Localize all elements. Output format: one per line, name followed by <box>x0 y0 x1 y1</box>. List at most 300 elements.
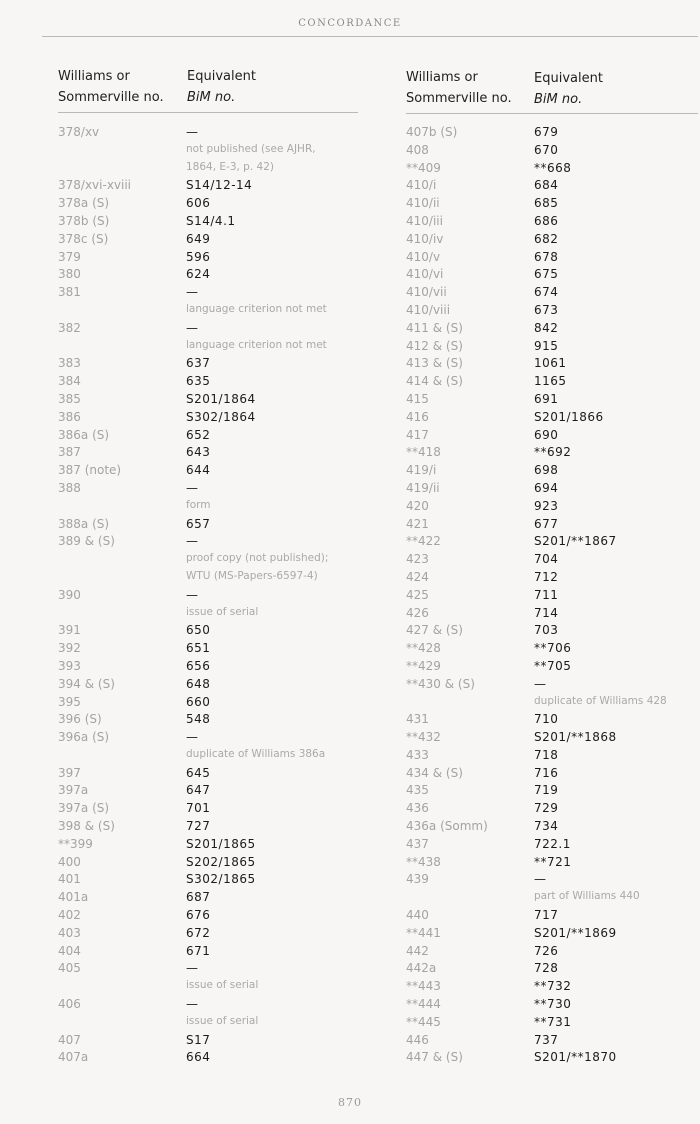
bim-number: 842 <box>534 320 559 335</box>
williams-number: 406 <box>58 997 81 1012</box>
right-head-williams-line1: Williams or <box>406 70 478 85</box>
bim-number: S201/1866 <box>534 409 604 424</box>
williams-number: 415 <box>406 391 429 406</box>
williams-number: 389 & (S) <box>58 534 115 549</box>
williams-number: **409 <box>406 160 441 175</box>
right-concordance-column <box>406 125 698 1068</box>
bim-number: 657 <box>186 516 211 531</box>
williams-number: 419/ii <box>406 480 440 495</box>
williams-number: 420 <box>406 498 429 513</box>
note-row <box>58 161 368 179</box>
table-row <box>406 410 698 428</box>
table-row <box>406 944 698 962</box>
williams-number: 401a <box>58 890 89 905</box>
table-row <box>406 677 698 695</box>
table-row <box>58 250 368 268</box>
williams-number: **418 <box>406 445 441 460</box>
table-row <box>58 783 368 801</box>
williams-number: 386a (S) <box>58 427 110 442</box>
note-row <box>58 1015 368 1033</box>
bim-number: **706 <box>534 641 572 656</box>
bim-number: — <box>186 997 199 1012</box>
table-row <box>58 1050 368 1068</box>
williams-number: 378/xvi-xviii <box>58 178 132 193</box>
bim-number: **731 <box>534 1014 572 1029</box>
table-row <box>406 855 698 873</box>
bim-number: — <box>186 320 199 335</box>
table-row <box>406 837 698 855</box>
bim-number: **692 <box>534 445 572 460</box>
williams-number: 437 <box>406 836 429 851</box>
williams-number: 385 <box>58 391 81 406</box>
table-row <box>406 979 698 997</box>
bim-number: — <box>186 480 199 495</box>
table-row <box>406 463 698 481</box>
table-row <box>406 250 698 268</box>
table-row <box>406 267 698 285</box>
bim-number: 729 <box>534 801 559 816</box>
right-head-bim-line1: Equivalent <box>534 71 603 86</box>
williams-number: 407b (S) <box>406 125 458 139</box>
note-text: issue of serial <box>186 605 259 618</box>
williams-number: 387 (note) <box>58 463 122 478</box>
note-text: duplicate of Williams 386a <box>186 747 326 760</box>
bim-number: 672 <box>186 925 211 940</box>
table-row <box>406 125 698 143</box>
bim-number: 728 <box>534 961 559 976</box>
table-row <box>58 659 368 677</box>
williams-number: 419/i <box>406 463 437 478</box>
bim-number: 722.1 <box>534 836 571 851</box>
williams-number: 391 <box>58 623 81 638</box>
williams-number: 384 <box>58 374 81 389</box>
table-row <box>406 445 698 463</box>
table-row <box>58 944 368 962</box>
bim-number: S14/4.1 <box>186 213 236 228</box>
williams-number: 397a <box>58 783 89 798</box>
bim-number: S201/**1868 <box>534 730 617 745</box>
table-row <box>58 926 368 944</box>
bim-number: — <box>186 125 199 139</box>
note-text: proof copy (not published); <box>186 552 329 565</box>
williams-number: 393 <box>58 658 81 673</box>
table-row <box>58 908 368 926</box>
table-row <box>406 392 698 410</box>
right-head-rule <box>406 113 698 114</box>
williams-number: 388 <box>58 480 81 495</box>
williams-number: 407a <box>58 1050 89 1065</box>
bim-number: 684 <box>534 178 559 193</box>
bim-number: 649 <box>186 231 211 246</box>
bim-number: 650 <box>186 623 211 638</box>
table-row <box>406 321 698 339</box>
table-row <box>58 819 368 837</box>
williams-number: 434 & (S) <box>406 765 463 780</box>
bim-number: 651 <box>186 641 211 656</box>
bim-number: — <box>186 730 199 745</box>
bim-number: 652 <box>186 427 211 442</box>
bim-number: 710 <box>534 712 559 727</box>
bim-number: **705 <box>534 658 572 673</box>
left-head-rule <box>58 112 358 113</box>
williams-number: 410/vi <box>406 267 444 282</box>
bim-number: **730 <box>534 997 572 1012</box>
right-col-head-williams <box>406 67 512 109</box>
note-text: issue of serial <box>186 979 259 992</box>
table-row <box>406 1015 698 1033</box>
table-row <box>406 143 698 161</box>
table-row <box>406 606 698 624</box>
williams-number: 410/iv <box>406 231 444 246</box>
table-row <box>58 267 368 285</box>
bim-number: 637 <box>186 356 211 371</box>
table-row <box>58 481 368 499</box>
williams-number: 407 <box>58 1032 81 1047</box>
williams-number: 396 (S) <box>58 712 102 727</box>
table-row <box>58 1033 368 1051</box>
right-head-williams-line2: Sommerville no. <box>406 91 512 106</box>
williams-number: 383 <box>58 356 81 371</box>
left-col-head-williams <box>58 66 164 108</box>
bim-number: 737 <box>534 1032 559 1047</box>
williams-number: 414 & (S) <box>406 374 463 389</box>
williams-number: 394 & (S) <box>58 676 115 691</box>
bim-number: 727 <box>186 819 211 834</box>
bim-number: S201/**1869 <box>534 925 617 940</box>
bim-number: 674 <box>534 285 559 300</box>
table-row <box>58 534 368 552</box>
bim-number: S201/1864 <box>186 391 256 406</box>
williams-number: 380 <box>58 267 81 282</box>
williams-number: 403 <box>58 925 81 940</box>
bim-number: 679 <box>534 125 559 139</box>
bim-number: 635 <box>186 374 211 389</box>
bim-number: 698 <box>534 463 559 478</box>
table-row <box>406 356 698 374</box>
table-row <box>58 178 368 196</box>
note-row <box>58 570 368 588</box>
bim-number: 673 <box>534 302 559 317</box>
table-row <box>406 161 698 179</box>
table-row <box>406 819 698 837</box>
note-text: WTU (MS-Papers-6597-4) <box>186 569 318 582</box>
bim-number: 671 <box>186 943 211 958</box>
note-text: language criterion not met <box>186 338 327 351</box>
williams-number: 408 <box>406 142 429 157</box>
note-row <box>58 143 368 161</box>
bim-number: S302/1865 <box>186 872 256 887</box>
page-number: 870 <box>338 1096 362 1109</box>
bim-number: 717 <box>534 908 559 923</box>
williams-number: 442 <box>406 943 429 958</box>
williams-number: **438 <box>406 854 441 869</box>
table-row <box>406 517 698 535</box>
table-row <box>58 232 368 250</box>
williams-number: 412 & (S) <box>406 338 463 353</box>
bim-number: 660 <box>186 694 211 709</box>
williams-number: 402 <box>58 908 81 923</box>
table-row <box>58 997 368 1015</box>
table-row <box>58 855 368 873</box>
bim-number: 664 <box>186 1050 211 1065</box>
table-row <box>406 801 698 819</box>
note-row <box>406 695 698 713</box>
williams-number: 405 <box>58 961 81 976</box>
williams-number: 400 <box>58 854 81 869</box>
williams-number: 382 <box>58 320 81 335</box>
williams-number: 442a <box>406 961 437 976</box>
table-row <box>406 534 698 552</box>
table-row <box>406 623 698 641</box>
note-row <box>58 303 368 321</box>
table-row <box>58 801 368 819</box>
williams-number: 427 & (S) <box>406 623 463 638</box>
table-row <box>58 445 368 463</box>
bim-number: 712 <box>534 569 559 584</box>
table-row <box>406 374 698 392</box>
table-row <box>58 125 368 143</box>
bim-number: **721 <box>534 854 572 869</box>
table-row <box>406 178 698 196</box>
williams-number: 378a (S) <box>58 196 110 211</box>
bim-number: 643 <box>186 445 211 460</box>
bim-number: 647 <box>186 783 211 798</box>
table-row <box>58 321 368 339</box>
table-row <box>406 303 698 321</box>
bim-number: 915 <box>534 338 559 353</box>
bim-number: S201/1865 <box>186 836 256 851</box>
table-row <box>406 872 698 890</box>
bim-number: 685 <box>534 196 559 211</box>
table-row <box>406 961 698 979</box>
williams-number: 423 <box>406 552 429 567</box>
bim-number: — <box>186 534 199 549</box>
williams-number: 410/iii <box>406 213 443 228</box>
table-row <box>406 748 698 766</box>
note-text: part of Williams 440 <box>534 890 640 903</box>
header-rule <box>42 36 698 37</box>
table-row <box>406 783 698 801</box>
table-row <box>58 766 368 784</box>
table-row <box>58 588 368 606</box>
table-row <box>406 997 698 1015</box>
williams-number: **432 <box>406 730 441 745</box>
note-text: duplicate of Williams 428 <box>534 694 667 707</box>
williams-number: 379 <box>58 249 81 264</box>
table-row <box>406 214 698 232</box>
bim-number: 714 <box>534 605 559 620</box>
table-row <box>406 232 698 250</box>
note-row <box>406 890 698 908</box>
left-col-head-bim <box>187 66 256 108</box>
note-text: 1864, E-3, p. 42) <box>186 160 274 173</box>
bim-number: 734 <box>534 819 559 834</box>
right-col-head-bim <box>534 68 603 110</box>
note-row <box>58 606 368 624</box>
table-row <box>406 552 698 570</box>
table-row <box>406 1033 698 1051</box>
left-head-bim-line2: BiM no. <box>187 90 236 105</box>
williams-number: 410/ii <box>406 196 440 211</box>
bim-number: 682 <box>534 231 559 246</box>
note-row <box>58 748 368 766</box>
williams-number: 396a (S) <box>58 730 110 745</box>
table-row <box>58 428 368 446</box>
table-row <box>406 570 698 588</box>
bim-number: S17 <box>186 1032 211 1047</box>
bim-number: 624 <box>186 267 211 282</box>
williams-number: 424 <box>406 569 429 584</box>
table-row <box>406 339 698 357</box>
bim-number: **732 <box>534 979 572 994</box>
table-row <box>58 196 368 214</box>
table-row <box>406 766 698 784</box>
bim-number: — <box>186 285 199 300</box>
table-row <box>58 410 368 428</box>
bim-number: 1165 <box>534 374 567 389</box>
table-row <box>406 285 698 303</box>
table-row <box>406 481 698 499</box>
table-row <box>58 695 368 713</box>
williams-number: 410/viii <box>406 302 451 317</box>
bim-number: 678 <box>534 249 559 264</box>
running-header: CONCORDANCE <box>298 18 402 29</box>
williams-number: 398 & (S) <box>58 819 115 834</box>
table-row <box>58 890 368 908</box>
williams-number: 426 <box>406 605 429 620</box>
table-row <box>58 961 368 979</box>
bim-number: 718 <box>534 747 559 762</box>
table-row <box>406 196 698 214</box>
table-row <box>58 214 368 232</box>
bim-number: 691 <box>534 391 559 406</box>
bim-number: — <box>534 676 547 691</box>
bim-number: 548 <box>186 712 211 727</box>
bim-number: 596 <box>186 249 211 264</box>
table-row <box>58 374 368 392</box>
williams-number: **399 <box>58 836 93 851</box>
williams-number: 401 <box>58 872 81 887</box>
williams-number: 395 <box>58 694 81 709</box>
bim-number: 677 <box>534 516 559 531</box>
williams-number: 425 <box>406 587 429 602</box>
williams-number: 397a (S) <box>58 801 110 816</box>
bim-number: 711 <box>534 587 559 602</box>
bim-number: 694 <box>534 480 559 495</box>
bim-number: 703 <box>534 623 559 638</box>
table-row <box>406 499 698 517</box>
bim-number: 606 <box>186 196 211 211</box>
table-row <box>58 712 368 730</box>
table-row <box>58 677 368 695</box>
williams-number: 410/i <box>406 178 437 193</box>
table-row <box>58 730 368 748</box>
bim-number: 716 <box>534 765 559 780</box>
williams-number: 436 <box>406 801 429 816</box>
williams-number: 381 <box>58 285 81 300</box>
bim-number: — <box>534 872 547 887</box>
williams-number: 392 <box>58 641 81 656</box>
williams-number: **422 <box>406 534 441 549</box>
williams-number: 413 & (S) <box>406 356 463 371</box>
bim-number: 670 <box>534 142 559 157</box>
williams-number: **441 <box>406 925 441 940</box>
bim-number: S14/12-14 <box>186 178 253 193</box>
williams-number: **443 <box>406 979 441 994</box>
table-row <box>58 463 368 481</box>
bim-number: 923 <box>534 498 559 513</box>
bim-number: S202/1865 <box>186 854 256 869</box>
bim-number: 648 <box>186 676 211 691</box>
williams-number: 446 <box>406 1032 429 1047</box>
note-row <box>58 979 368 997</box>
bim-number: 690 <box>534 427 559 442</box>
table-row <box>58 392 368 410</box>
left-head-williams-line2: Sommerville no. <box>58 90 164 105</box>
table-row <box>58 285 368 303</box>
bim-number: S201/**1870 <box>534 1050 617 1065</box>
table-row <box>58 356 368 374</box>
bim-number: 687 <box>186 890 211 905</box>
williams-number: 433 <box>406 747 429 762</box>
table-row <box>406 1050 698 1068</box>
table-row <box>58 623 368 641</box>
bim-number: 675 <box>534 267 559 282</box>
note-text: language criterion not met <box>186 302 327 315</box>
bim-number: 1061 <box>534 356 567 371</box>
table-row <box>406 908 698 926</box>
table-row <box>406 588 698 606</box>
table-row <box>58 872 368 890</box>
note-row <box>58 499 368 517</box>
bim-number: 644 <box>186 463 211 478</box>
williams-number: **429 <box>406 658 441 673</box>
bim-number: — <box>186 961 199 976</box>
williams-number: 410/vii <box>406 285 447 300</box>
note-text: not published (see AJHR, <box>186 142 316 155</box>
williams-number: 436a (Somm) <box>406 819 488 834</box>
williams-number: 447 & (S) <box>406 1050 463 1065</box>
bim-number: 726 <box>534 943 559 958</box>
table-row <box>406 730 698 748</box>
williams-number: 388a (S) <box>58 516 110 531</box>
williams-number: 435 <box>406 783 429 798</box>
table-row <box>406 926 698 944</box>
williams-number: 410/v <box>406 249 441 264</box>
williams-number: **445 <box>406 1014 441 1029</box>
williams-number: **444 <box>406 997 441 1012</box>
bim-number: S302/1864 <box>186 409 256 424</box>
left-head-williams-line1: Williams or <box>58 69 130 84</box>
williams-number: 421 <box>406 516 429 531</box>
williams-number: 397 <box>58 765 81 780</box>
table-row <box>58 837 368 855</box>
bim-number: 686 <box>534 213 559 228</box>
williams-number: 439 <box>406 872 429 887</box>
williams-number: 378/xv <box>58 125 100 139</box>
williams-number: 411 & (S) <box>406 320 463 335</box>
williams-number: 387 <box>58 445 81 460</box>
left-concordance-column <box>58 125 368 1068</box>
williams-number: **430 & (S) <box>406 676 475 691</box>
right-head-bim-line2: BiM no. <box>534 92 583 107</box>
williams-number: 417 <box>406 427 429 442</box>
williams-number: 378c (S) <box>58 231 109 246</box>
table-row <box>406 641 698 659</box>
bim-number: 704 <box>534 552 559 567</box>
williams-number: 386 <box>58 409 81 424</box>
williams-number: 440 <box>406 908 429 923</box>
